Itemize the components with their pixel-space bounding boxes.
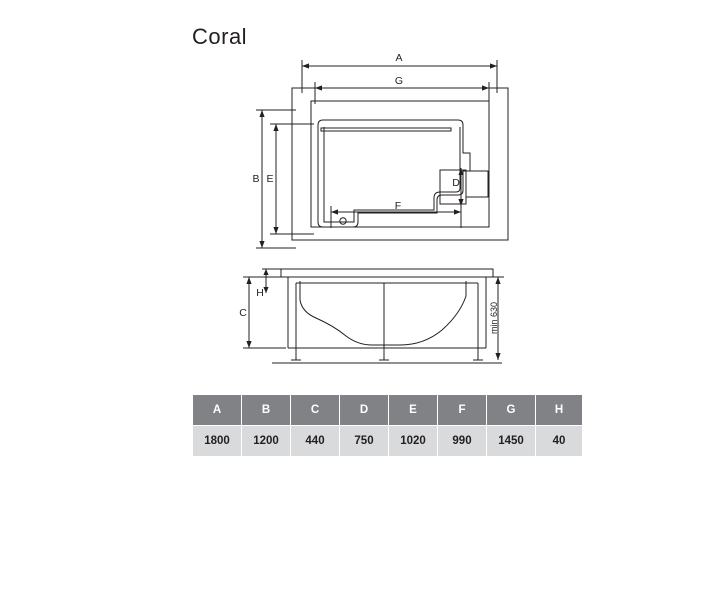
dim-label-H: H [256, 287, 264, 299]
min-height-label: min 630 [489, 301, 499, 335]
dim-label-A: A [395, 52, 403, 64]
page-title: Coral [192, 24, 248, 49]
table-cell: 440 [291, 426, 340, 457]
table-header-cell: D [340, 395, 389, 426]
dim-label-B: B [252, 173, 260, 185]
dim-label-F: F [394, 200, 402, 212]
table-header-cell: F [438, 395, 487, 426]
table-cell: 1020 [389, 426, 438, 457]
table-cell: 990 [438, 426, 487, 457]
table-header-cell: B [242, 395, 291, 426]
table-header-cell: G [487, 395, 536, 426]
dim-label-G: G [394, 75, 404, 87]
table-row [193, 426, 583, 457]
dim-label-D: D [452, 177, 460, 189]
dim-label-E: E [266, 173, 274, 185]
dim-label-C: C [239, 307, 247, 319]
table-cell: 750 [340, 426, 389, 457]
dimensions-table [192, 394, 583, 457]
table-cell: 1800 [193, 426, 242, 457]
table-header-row [193, 395, 583, 426]
table-cell: 40 [536, 426, 583, 457]
table-header-cell: A [193, 395, 242, 426]
table-header-cell: E [389, 395, 438, 426]
table-header-cell: C [291, 395, 340, 426]
table-cell: 1450 [487, 426, 536, 457]
table-header-cell: H [536, 395, 583, 426]
table-cell: 1200 [242, 426, 291, 457]
